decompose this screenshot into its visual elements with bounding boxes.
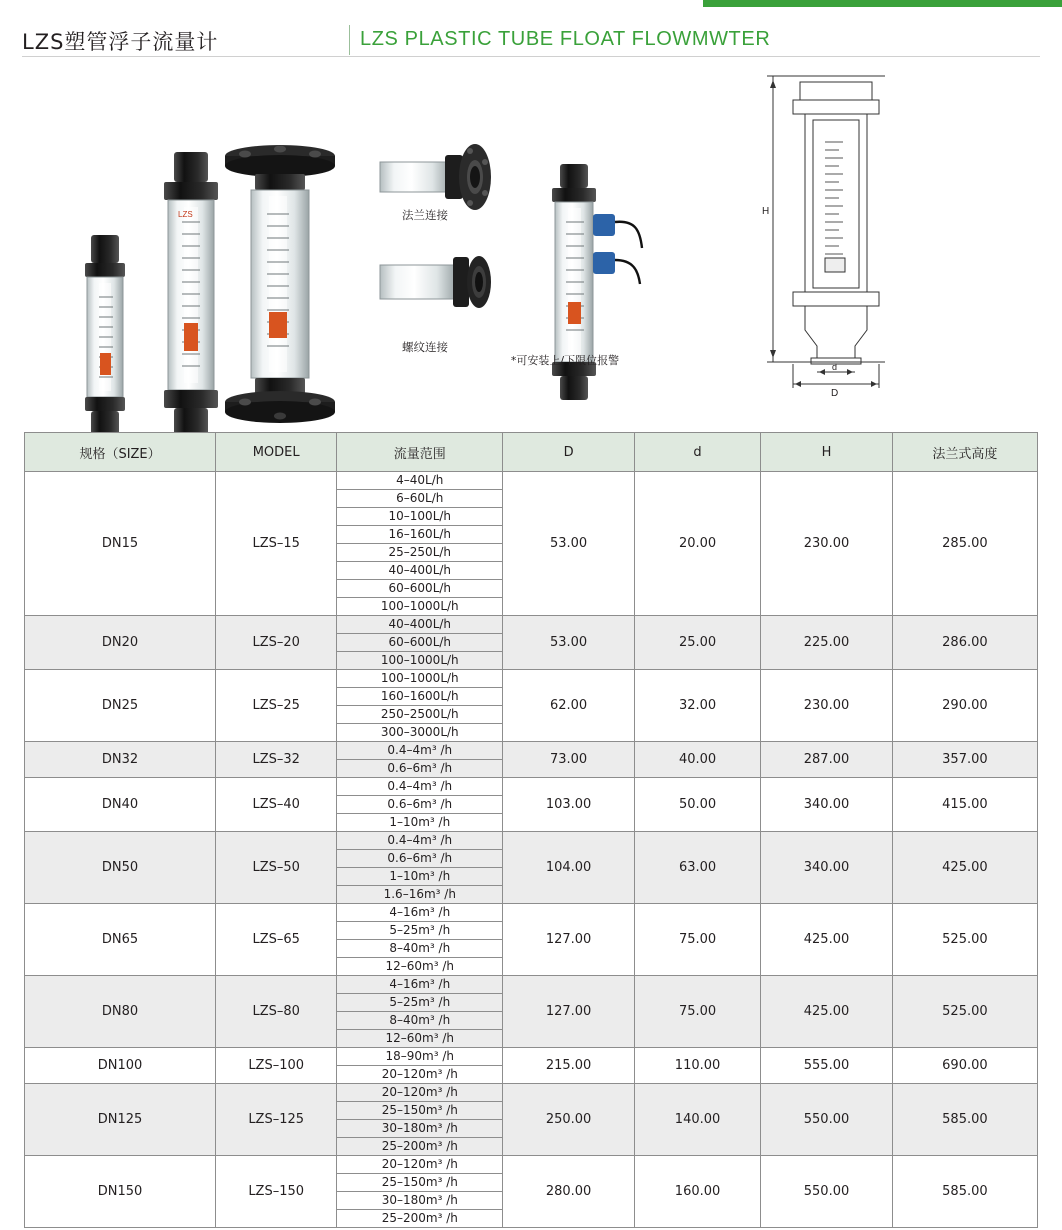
cell-d-large: 73.00: [503, 742, 635, 778]
cell-flow: 30–180m³ /h: [337, 1120, 503, 1138]
cell-d-small: 25.00: [634, 616, 760, 670]
cell-flow: 8–40m³ /h: [337, 1012, 503, 1030]
cell-flow: 6–60L/h: [337, 490, 503, 508]
cell-flow: 1.6–16m³ /h: [337, 886, 503, 904]
cell-h: 230.00: [761, 472, 893, 616]
cell-flange-h: 290.00: [892, 670, 1037, 742]
cell-h: 425.00: [761, 904, 893, 976]
cell-size: DN32: [25, 742, 216, 778]
dimension-drawing: [745, 62, 945, 399]
table-row: [25, 1156, 1038, 1174]
cell-d-small: 63.00: [634, 832, 760, 904]
table-row: [25, 1084, 1038, 1102]
cell-flow: 20–120m³ /h: [337, 1066, 503, 1084]
cell-model: LZS–65: [216, 904, 337, 976]
cell-model: LZS–50: [216, 832, 337, 904]
table-row: [25, 832, 1038, 850]
cell-flow: 300–3000L/h: [337, 724, 503, 742]
cell-size: DN125: [25, 1084, 216, 1156]
cell-flow: 250–2500L/h: [337, 706, 503, 724]
cell-h: 287.00: [761, 742, 893, 778]
cell-h: 550.00: [761, 1084, 893, 1156]
cell-flow: 18–90m³ /h: [337, 1048, 503, 1066]
flange-label: 法兰连接: [402, 208, 448, 222]
cell-flow: 20–120m³ /h: [337, 1084, 503, 1102]
cell-flow: 25–150m³ /h: [337, 1174, 503, 1192]
cell-d-large: 104.00: [503, 832, 635, 904]
cell-flange-h: 357.00: [892, 742, 1037, 778]
cell-d-small: 50.00: [634, 778, 760, 832]
cell-d-small: 75.00: [634, 904, 760, 976]
cell-flange-h: 525.00: [892, 904, 1037, 976]
header-rule: [22, 56, 1040, 57]
cell-flow: 5–25m³ /h: [337, 922, 503, 940]
cell-d-small: 40.00: [634, 742, 760, 778]
cell-flow: 12–60m³ /h: [337, 958, 503, 976]
cell-flow: 20–120m³ /h: [337, 1156, 503, 1174]
cell-flow: 4–16m³ /h: [337, 976, 503, 994]
cell-flange-h: 285.00: [892, 472, 1037, 616]
th-d-large: D: [503, 433, 635, 472]
cell-flow: 0.4–4m³ /h: [337, 778, 503, 796]
th-flange-height: 法兰式高度: [892, 433, 1037, 472]
cell-flow: 16–160L/h: [337, 526, 503, 544]
table-row: [25, 472, 1038, 490]
cell-d-small: 75.00: [634, 976, 760, 1048]
cell-h: 225.00: [761, 616, 893, 670]
cell-h: 425.00: [761, 976, 893, 1048]
cell-flange-h: 415.00: [892, 778, 1037, 832]
cell-model: LZS–80: [216, 976, 337, 1048]
table-row: [25, 616, 1038, 634]
page-header: [0, 12, 1062, 54]
cell-flow: 5–25m³ /h: [337, 994, 503, 1012]
cell-model: LZS–15: [216, 472, 337, 616]
cell-size: DN50: [25, 832, 216, 904]
cell-flow: 25–200m³ /h: [337, 1210, 503, 1228]
cell-size: DN150: [25, 1156, 216, 1228]
cell-flange-h: 585.00: [892, 1156, 1037, 1228]
dim-h-label: H: [762, 206, 770, 217]
cell-d-large: 62.00: [503, 670, 635, 742]
cell-d-large: 250.00: [503, 1084, 635, 1156]
cell-d-large: 127.00: [503, 976, 635, 1048]
cell-size: DN80: [25, 976, 216, 1048]
cell-d-small: 160.00: [634, 1156, 760, 1228]
table-row: [25, 742, 1038, 760]
th-h: H: [761, 433, 893, 472]
cell-model: LZS–32: [216, 742, 337, 778]
accent-bar: [703, 0, 1062, 7]
thread-label: 螺纹连接: [402, 340, 448, 354]
table-header-row: [25, 433, 1038, 472]
title-divider: [349, 25, 350, 55]
cell-flange-h: 525.00: [892, 976, 1037, 1048]
cell-model: LZS–40: [216, 778, 337, 832]
th-model: MODEL: [216, 433, 337, 472]
cell-h: 340.00: [761, 778, 893, 832]
cell-h: 550.00: [761, 1156, 893, 1228]
page-title-en: LZS PLASTIC TUBE FLOAT FLOWMWTER: [360, 28, 771, 50]
cell-flow: 1–10m³ /h: [337, 814, 503, 832]
cell-size: DN15: [25, 472, 216, 616]
cell-flow: 8–40m³ /h: [337, 940, 503, 958]
cell-model: LZS–125: [216, 1084, 337, 1156]
alarm-note: *可安装上/下限位报警: [510, 354, 620, 367]
cell-flow: 10–100L/h: [337, 508, 503, 526]
dim-d-large-label: D: [831, 388, 839, 399]
cell-d-large: 103.00: [503, 778, 635, 832]
cell-flange-h: 425.00: [892, 832, 1037, 904]
thread-connector-image: [375, 237, 515, 327]
cell-flow: 25–250L/h: [337, 544, 503, 562]
page-title-cn: LZS塑管浮子流量计: [22, 30, 219, 54]
cell-flow: 160–1600L/h: [337, 688, 503, 706]
cell-model: LZS–100: [216, 1048, 337, 1084]
cell-flow: 40–400L/h: [337, 562, 503, 580]
cell-d-small: 110.00: [634, 1048, 760, 1084]
cell-flow: 25–150m³ /h: [337, 1102, 503, 1120]
cell-size: DN100: [25, 1048, 216, 1084]
cell-flow: 60–600L/h: [337, 580, 503, 598]
cell-d-large: 53.00: [503, 616, 635, 670]
cell-size: DN65: [25, 904, 216, 976]
cell-d-small: 20.00: [634, 472, 760, 616]
th-flow-range: 流量范围: [337, 433, 503, 472]
cell-flow: 4–40L/h: [337, 472, 503, 490]
cell-flow: 100–1000L/h: [337, 670, 503, 688]
cell-flange-h: 690.00: [892, 1048, 1037, 1084]
table-row: [25, 904, 1038, 922]
cell-flow: 0.4–4m³ /h: [337, 742, 503, 760]
cell-d-large: 127.00: [503, 904, 635, 976]
product-photos: [0, 62, 1062, 402]
th-d-small: d: [634, 433, 760, 472]
cell-d-small: 140.00: [634, 1084, 760, 1156]
cell-flow: 25–200m³ /h: [337, 1138, 503, 1156]
flowmeter-alarm-image: [530, 152, 700, 412]
table-row: [25, 976, 1038, 994]
cell-size: DN25: [25, 670, 216, 742]
cell-flow: 1–10m³ /h: [337, 868, 503, 886]
table-row: [25, 1048, 1038, 1066]
cell-flow: 40–400L/h: [337, 616, 503, 634]
cell-model: LZS–20: [216, 616, 337, 670]
cell-flow: 4–16m³ /h: [337, 904, 503, 922]
cell-flow: 0.6–6m³ /h: [337, 850, 503, 868]
cell-flow: 0.4–4m³ /h: [337, 832, 503, 850]
cell-size: DN40: [25, 778, 216, 832]
table-row: [25, 670, 1038, 688]
cell-flange-h: 585.00: [892, 1084, 1037, 1156]
cell-flow: 0.6–6m³ /h: [337, 796, 503, 814]
cell-d-large: 53.00: [503, 472, 635, 616]
svg-text:LZS: LZS: [178, 210, 193, 219]
cell-h: 230.00: [761, 670, 893, 742]
th-size: 规格（SIZE）: [25, 433, 216, 472]
cell-flow: 100–1000L/h: [337, 598, 503, 616]
cell-h: 340.00: [761, 832, 893, 904]
cell-size: DN20: [25, 616, 216, 670]
cell-flange-h: 286.00: [892, 616, 1037, 670]
specification-table: [24, 432, 1038, 1228]
cell-flow: 30–180m³ /h: [337, 1192, 503, 1210]
cell-model: LZS–25: [216, 670, 337, 742]
cell-flow: 60–600L/h: [337, 634, 503, 652]
cell-d-small: 32.00: [634, 670, 760, 742]
cell-flow: 100–1000L/h: [337, 652, 503, 670]
cell-model: LZS–150: [216, 1156, 337, 1228]
cell-d-large: 215.00: [503, 1048, 635, 1084]
table-row: [25, 778, 1038, 796]
cell-flow: 0.6–6m³ /h: [337, 760, 503, 778]
dim-d-small-label: d: [832, 362, 838, 372]
cell-flow: 12–60m³ /h: [337, 1030, 503, 1048]
cell-h: 555.00: [761, 1048, 893, 1084]
cell-d-large: 280.00: [503, 1156, 635, 1228]
